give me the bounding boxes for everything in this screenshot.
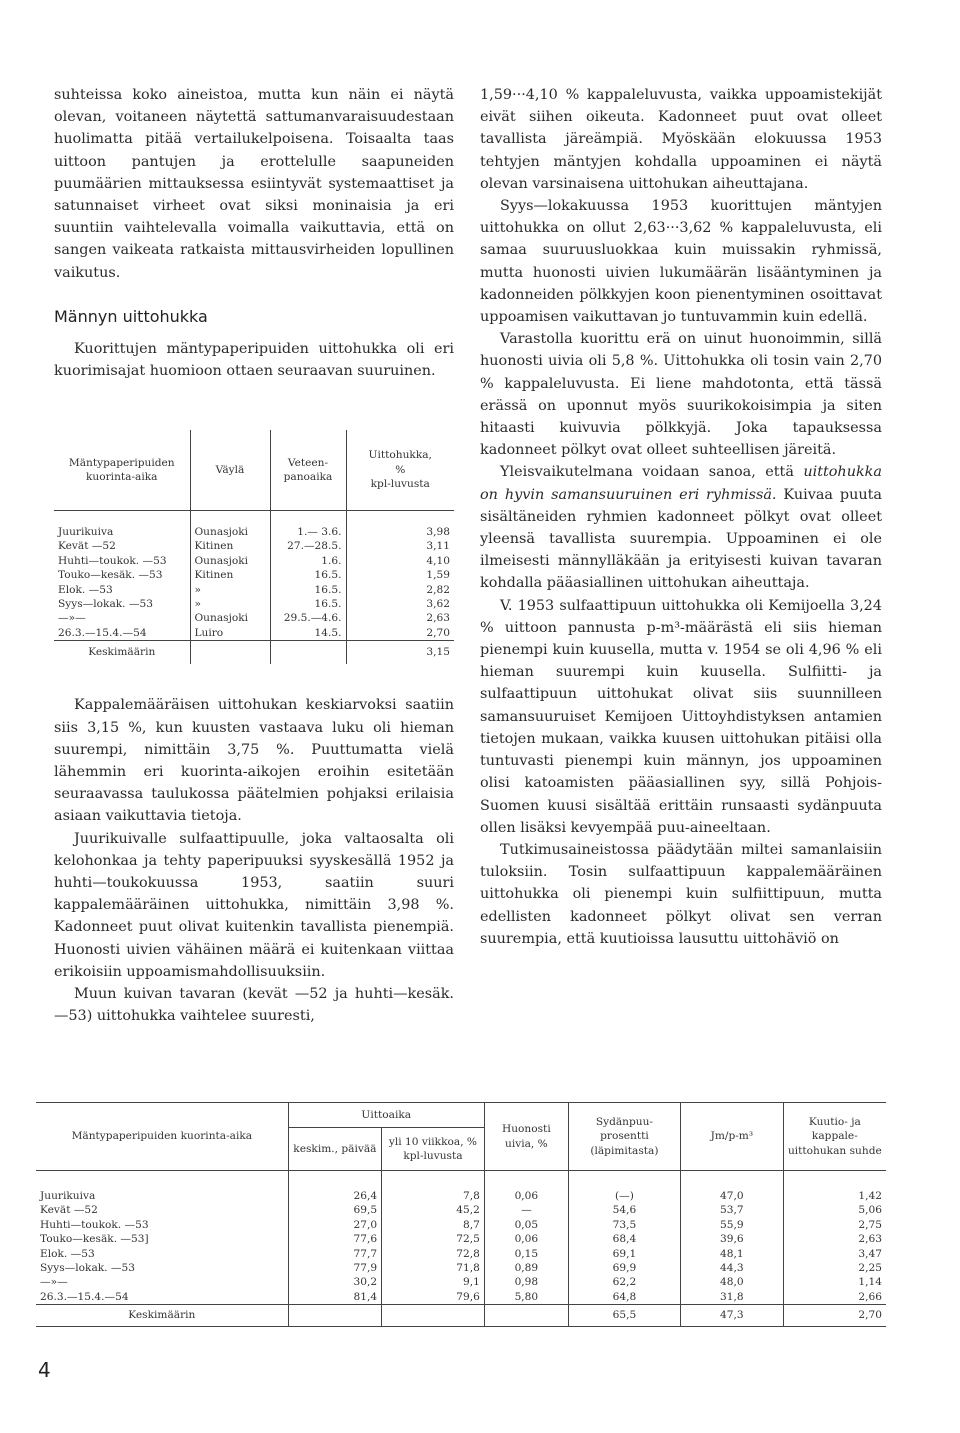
table-row xyxy=(36,1171,886,1204)
cell-launch: 1.6. xyxy=(270,554,346,568)
cell-launch: 1.— 3.6. xyxy=(270,511,346,540)
cell-cubic: 1,14 xyxy=(783,1275,886,1289)
cell-loss: 1,59 xyxy=(346,568,454,582)
cell-over10: 72,5 xyxy=(382,1232,485,1246)
cell-jm: 48,0 xyxy=(680,1275,783,1289)
cell-cubic: 3,47 xyxy=(783,1247,886,1261)
header-heart: Sydänpuu-prosentti (läpimitasta) xyxy=(568,1103,680,1171)
cell-jm: 47,3 xyxy=(680,1305,783,1326)
table-row xyxy=(54,539,454,553)
cell-loss: 2,70 xyxy=(346,626,454,641)
table-row xyxy=(36,1203,886,1217)
cell-poor: 0,06 xyxy=(484,1171,568,1204)
cell-jm: 53,7 xyxy=(680,1203,783,1217)
cell-average-label: Keskimäärin xyxy=(54,641,190,664)
cell-loss: 4,10 xyxy=(346,554,454,568)
table-row xyxy=(54,554,454,568)
text-run: Kuivaa puuta sisältäneiden ryhmien kadonneet pölkyt ovat olleet yleensä tavallista suurempia. Uppoaminen ei ole ilmeisesti männylläkään ja erityisesti kuivan tavaran kohdalla pääasiallinen uittohukan aiheuttaja. xyxy=(480,486,882,592)
header-days: keskim., päivää xyxy=(288,1128,381,1171)
paragraph: Tutkimusaineistossa päädytään miltei samanlaisiin tuloksiin. Tosin sulfaattipuun kappalemääräinen uittohukka oli pienempi kuin sulfiittipuun, mutta edellisten kadonneet pölkyt olivat sen verran suurempia, että kuutioissa lausuttu uittohäviö on xyxy=(480,841,882,947)
table-row xyxy=(54,626,454,641)
paragraph: Kuorittujen mäntypaperipuiden uittohukka oli eri kuorimisajat huomioon ottaen seuraavan suuruinen. xyxy=(54,341,454,380)
cell-route: Luiro xyxy=(190,626,270,641)
header-over10: yli 10 viikkoa, % kpl-luvusta xyxy=(382,1128,485,1171)
cell-route: Ounasjoki xyxy=(190,611,270,625)
cell-period: Juurikuiva xyxy=(40,1190,96,1202)
cell-route: » xyxy=(190,597,270,611)
paragraph: Syys—lokakuussa 1953 kuorittujen mäntyjen uittohukka on ollut 2,63···3,62 % kappaleluvusta, eli samaa suuruusluokkaa kuin muissakin ryhmissä, mutta huonosti uivien lukumäärän lisääntyminen ja kadonneiden pölkkyjen koon pienentyminen osoittavat uppoamisen vaikuttavan jo tuntuvammin kuin edellä. xyxy=(480,198,882,326)
cell-jm: 48,1 xyxy=(680,1247,783,1261)
header-poor: Huonosti uivia, % xyxy=(484,1103,568,1171)
cell-heart: 73,5 xyxy=(568,1218,680,1232)
cell-days: 69,5 xyxy=(288,1203,381,1217)
cell-poor: 0,15 xyxy=(484,1247,568,1261)
cell-cubic: 2,70 xyxy=(783,1305,886,1326)
header-route: Väylä xyxy=(190,430,270,511)
cell-route: Kitinen xyxy=(190,568,270,582)
cell-loss: 3,11 xyxy=(346,539,454,553)
comparison-table xyxy=(36,1102,886,1327)
cell-jm: 55,9 xyxy=(680,1218,783,1232)
cell-period: Touko—kesäk. —53] xyxy=(40,1233,149,1246)
cell-period: Syys—lokak. —53 xyxy=(40,1262,135,1275)
cell-cubic: 2,75 xyxy=(783,1218,886,1232)
cell-heart: 69,9 xyxy=(568,1261,680,1275)
table-body xyxy=(36,1171,886,1327)
cell-empty xyxy=(190,641,270,664)
cell-days: 26,4 xyxy=(288,1171,381,1204)
paragraph: Varastolla kuorittu erä on uinut huonoimmin, sillä huonosti uivia oli 5,8 %. Uittohukka oli tosin vain 2,70 % kappaleluvusta. Ei liene mahdotonta, että tässä erässä on uponnut myös suurikokoisimpia ja siten hitaasti kuivuvia pölkkyjä. Joka tapauksessa kadonneet pölkyt ovat olleet suhteellisen järeitä. xyxy=(480,331,882,459)
cell-over10: 71,8 xyxy=(382,1261,485,1275)
cell-days: 27,0 xyxy=(288,1218,381,1232)
average-row xyxy=(54,641,454,664)
cell-days: 77,7 xyxy=(288,1247,381,1261)
table-body xyxy=(54,511,454,664)
paragraph: 1,59···4,10 % kappaleluvusta, vaikka uppoamistekijät eivät siihen oikeuta. Kadonneet puut ovat olleet tavallista järeämpiä. Myöskään elokuussa 1953 tehtyjen mäntyjen kohdalla uppoaminen ei näytä olevan varsinaisena uittohukan aiheuttajana. xyxy=(480,87,882,192)
cell-heart: 64,8 xyxy=(568,1290,680,1305)
cell-cubic: 2,66 xyxy=(783,1290,886,1305)
cell-launch: 16.5. xyxy=(270,568,346,582)
header-period: Mäntypaperipuiden kuorinta-aika xyxy=(36,1103,288,1171)
paragraph: suhteissa koko aineistoa, mutta kun näin ei näytä olevan, voitaneen näytettä sattumanvaraisuudestaan huolimatta pitää vertailukelpoisena. Toisaalta taas uittoon pantujen ja erottelulle saapuneiden puumäärien mittauksessa esiintyvät systemaattiset ja satunnaiset virheet ovat siksi moninaisia ja eri suuntiin vaihtelevalla voimalla vaikuttavia, että on sangen vaikeata ratkaista mittausvirheiden lopullinen vaikutus. xyxy=(54,87,454,281)
cell-period: Touko—kesäk. —53 xyxy=(58,569,163,582)
loss-table xyxy=(54,430,454,664)
cell-period: 26.3.—15.4.—54 xyxy=(40,1290,129,1303)
cell-poor: — xyxy=(484,1203,568,1217)
cell-cubic: 2,63 xyxy=(783,1232,886,1246)
cell-over10: 9,1 xyxy=(382,1275,485,1289)
table-row xyxy=(36,1275,886,1289)
table-row xyxy=(36,1232,886,1246)
cell-days: 81,4 xyxy=(288,1290,381,1305)
cell-jm: 39,6 xyxy=(680,1232,783,1246)
paragraph: Kappalemääräisen uittohukan keskiarvoksi saatiin siis 3,15 %, kun kuusten vastaava luku oli hieman suurempi, nimittäin 3,75 %. Puuttumatta vielä lähemmin eri kuorinta-aikojen eroihin esitetään seuraavassa taulukossa päätelmien pohjaksi erilaisia asiaan vaikuttavia tietoja. xyxy=(54,697,454,825)
table-row xyxy=(36,1261,886,1275)
table-header-row xyxy=(54,430,454,511)
cell-loss: 2,63 xyxy=(346,611,454,625)
cell-jm: 47,0 xyxy=(680,1171,783,1204)
cell-loss: 3,62 xyxy=(346,597,454,611)
cell-empty xyxy=(484,1305,568,1326)
cell-period: Syys—lokak. —53 xyxy=(58,598,153,611)
header-cubic: Kuutio- ja kappale-uittohukan suhde xyxy=(783,1103,886,1171)
table-row xyxy=(36,1247,886,1261)
right-column xyxy=(480,84,882,950)
header-loss xyxy=(346,430,454,511)
cell-period: Kevät —52 xyxy=(58,540,116,553)
cell-period: Huhti—toukok. —53 xyxy=(58,554,167,567)
cell-days: 77,6 xyxy=(288,1232,381,1246)
cell-heart: (—) xyxy=(568,1171,680,1204)
header-loss-line: % xyxy=(395,463,406,476)
table-row xyxy=(54,568,454,582)
section-heading: Männyn uittohukka xyxy=(54,306,208,326)
cell-loss: 2,82 xyxy=(346,583,454,597)
cell-launch: 16.5. xyxy=(270,597,346,611)
header-loss-line: Uittohukka, xyxy=(368,449,432,462)
cell-poor: 0,98 xyxy=(484,1275,568,1289)
cell-route: Kitinen xyxy=(190,539,270,553)
cell-days: 30,2 xyxy=(288,1275,381,1289)
cell-cubic: 1,42 xyxy=(783,1171,886,1204)
paragraph: Juurikuivalle sulfaattipuulle, joka valtaosalta oli kelohonkaa ja tehty paperipuuksi syyskesällä 1952 ja huhti—toukokuussa 1953, saatiin suuri kappalemääräinen uittohukka, nimittäin 3,98 %. Kadonneet puut olivat kuitenkin tavallista pienempiä. Huonosti uivien vähäinen määrä ei kuitenkaan viittaa erikoisiin uppoamismahdollisuuksiin. xyxy=(54,830,454,980)
cell-jm: 44,3 xyxy=(680,1261,783,1275)
table-row xyxy=(54,511,454,540)
cell-cubic: 2,25 xyxy=(783,1261,886,1275)
average-row xyxy=(36,1305,886,1326)
cell-period: Elok. —53 xyxy=(40,1247,95,1260)
table-header-row xyxy=(36,1103,886,1128)
cell-route: » xyxy=(190,583,270,597)
cell-heart: 68,4 xyxy=(568,1232,680,1246)
cell-days: 77,9 xyxy=(288,1261,381,1275)
paragraph: V. 1953 sulfaattipuun uittohukka oli Kemijoella 3,24 % uittoon pannusta p-m³-määrästä eli siis hieman pienempi kuin kuusella, mutta v. 1954 se oli 4,96 % eli hieman suurempi kuin kuusella. Sulfiitti- ja sulfaattipuun uittohukat olivat siis suunnilleen samansuuruiset Kemijoen Uittoyhdistyksen antamien tietojen mukaan, vaikka kuusen uittohukan pitäisi olla tuntuvasti pienempi kuin männyn, jos uppoaminen olisi katoamisten pääasiallinen syy, sillä Pohjois-Suomen kuusi sisältää erittäin runsaasti sydänpuuta ollen lisäksi kevyempää puu-aineeltaan. xyxy=(480,597,882,836)
cell-heart: 54,6 xyxy=(568,1203,680,1217)
cell-launch: 16.5. xyxy=(270,583,346,597)
cell-period: Elok. —53 xyxy=(58,583,113,596)
cell-period: —»— xyxy=(40,1276,68,1289)
cell-heart: 65,5 xyxy=(568,1305,680,1326)
cell-period: Huhti—toukok. —53 xyxy=(40,1218,149,1231)
cell-period: 26.3.—15.4.—54 xyxy=(58,626,147,639)
cell-period: —»— xyxy=(58,612,86,625)
cell-loss: 3,98 xyxy=(346,511,454,540)
header-jm: Jm/p-m³ xyxy=(680,1103,783,1171)
cell-empty xyxy=(382,1305,485,1326)
cell-over10: 7,8 xyxy=(382,1171,485,1204)
cell-route: Ounasjoki xyxy=(190,511,270,540)
cell-launch: 27.—28.5. xyxy=(270,539,346,553)
cell-heart: 69,1 xyxy=(568,1247,680,1261)
cell-over10: 72,8 xyxy=(382,1247,485,1261)
table-row xyxy=(54,583,454,597)
header-launch: Veteen-panoaika xyxy=(270,430,346,511)
text-run: Yleisvaikutelmana voidaan sanoa, että xyxy=(500,464,804,481)
cell-average-value: 3,15 xyxy=(346,641,454,664)
emphasis: uittohukka on hyvin samansuuruinen eri ryhmissä. xyxy=(480,464,882,503)
paragraph xyxy=(480,461,882,594)
cell-cubic: 5,06 xyxy=(783,1203,886,1217)
cell-period: Juurikuiva xyxy=(58,526,114,538)
cell-poor: 5,80 xyxy=(484,1290,568,1305)
cell-poor: 0,89 xyxy=(484,1261,568,1275)
cell-route: Ounasjoki xyxy=(190,554,270,568)
cell-launch: 14.5. xyxy=(270,626,346,641)
table-row xyxy=(36,1290,886,1305)
cell-over10: 45,2 xyxy=(382,1203,485,1217)
paragraph: Muun kuivan tavaran (kevät —52 ja huhti—kesäk. —53) uittohukka vaihtelee suuresti, xyxy=(54,986,454,1025)
header-group: Uittoaika xyxy=(288,1103,484,1128)
table-row xyxy=(54,611,454,625)
header-period: Mäntypaperipuiden kuorinta-aika xyxy=(54,430,190,511)
cell-period: Kevät —52 xyxy=(40,1204,98,1217)
page-number: 4 xyxy=(38,1358,51,1382)
table-row xyxy=(36,1218,886,1232)
cell-empty xyxy=(270,641,346,664)
cell-empty xyxy=(288,1305,381,1326)
cell-average-label: Keskimäärin xyxy=(36,1305,288,1326)
cell-launch: 29.5.—4.6. xyxy=(270,611,346,625)
cell-over10: 8,7 xyxy=(382,1218,485,1232)
header-loss-line: kpl-luvusta xyxy=(370,478,430,491)
table-row xyxy=(54,597,454,611)
cell-poor: 0,05 xyxy=(484,1218,568,1232)
cell-jm: 31,8 xyxy=(680,1290,783,1305)
cell-heart: 62,2 xyxy=(568,1275,680,1289)
cell-over10: 79,6 xyxy=(382,1290,485,1305)
cell-poor: 0,06 xyxy=(484,1232,568,1246)
